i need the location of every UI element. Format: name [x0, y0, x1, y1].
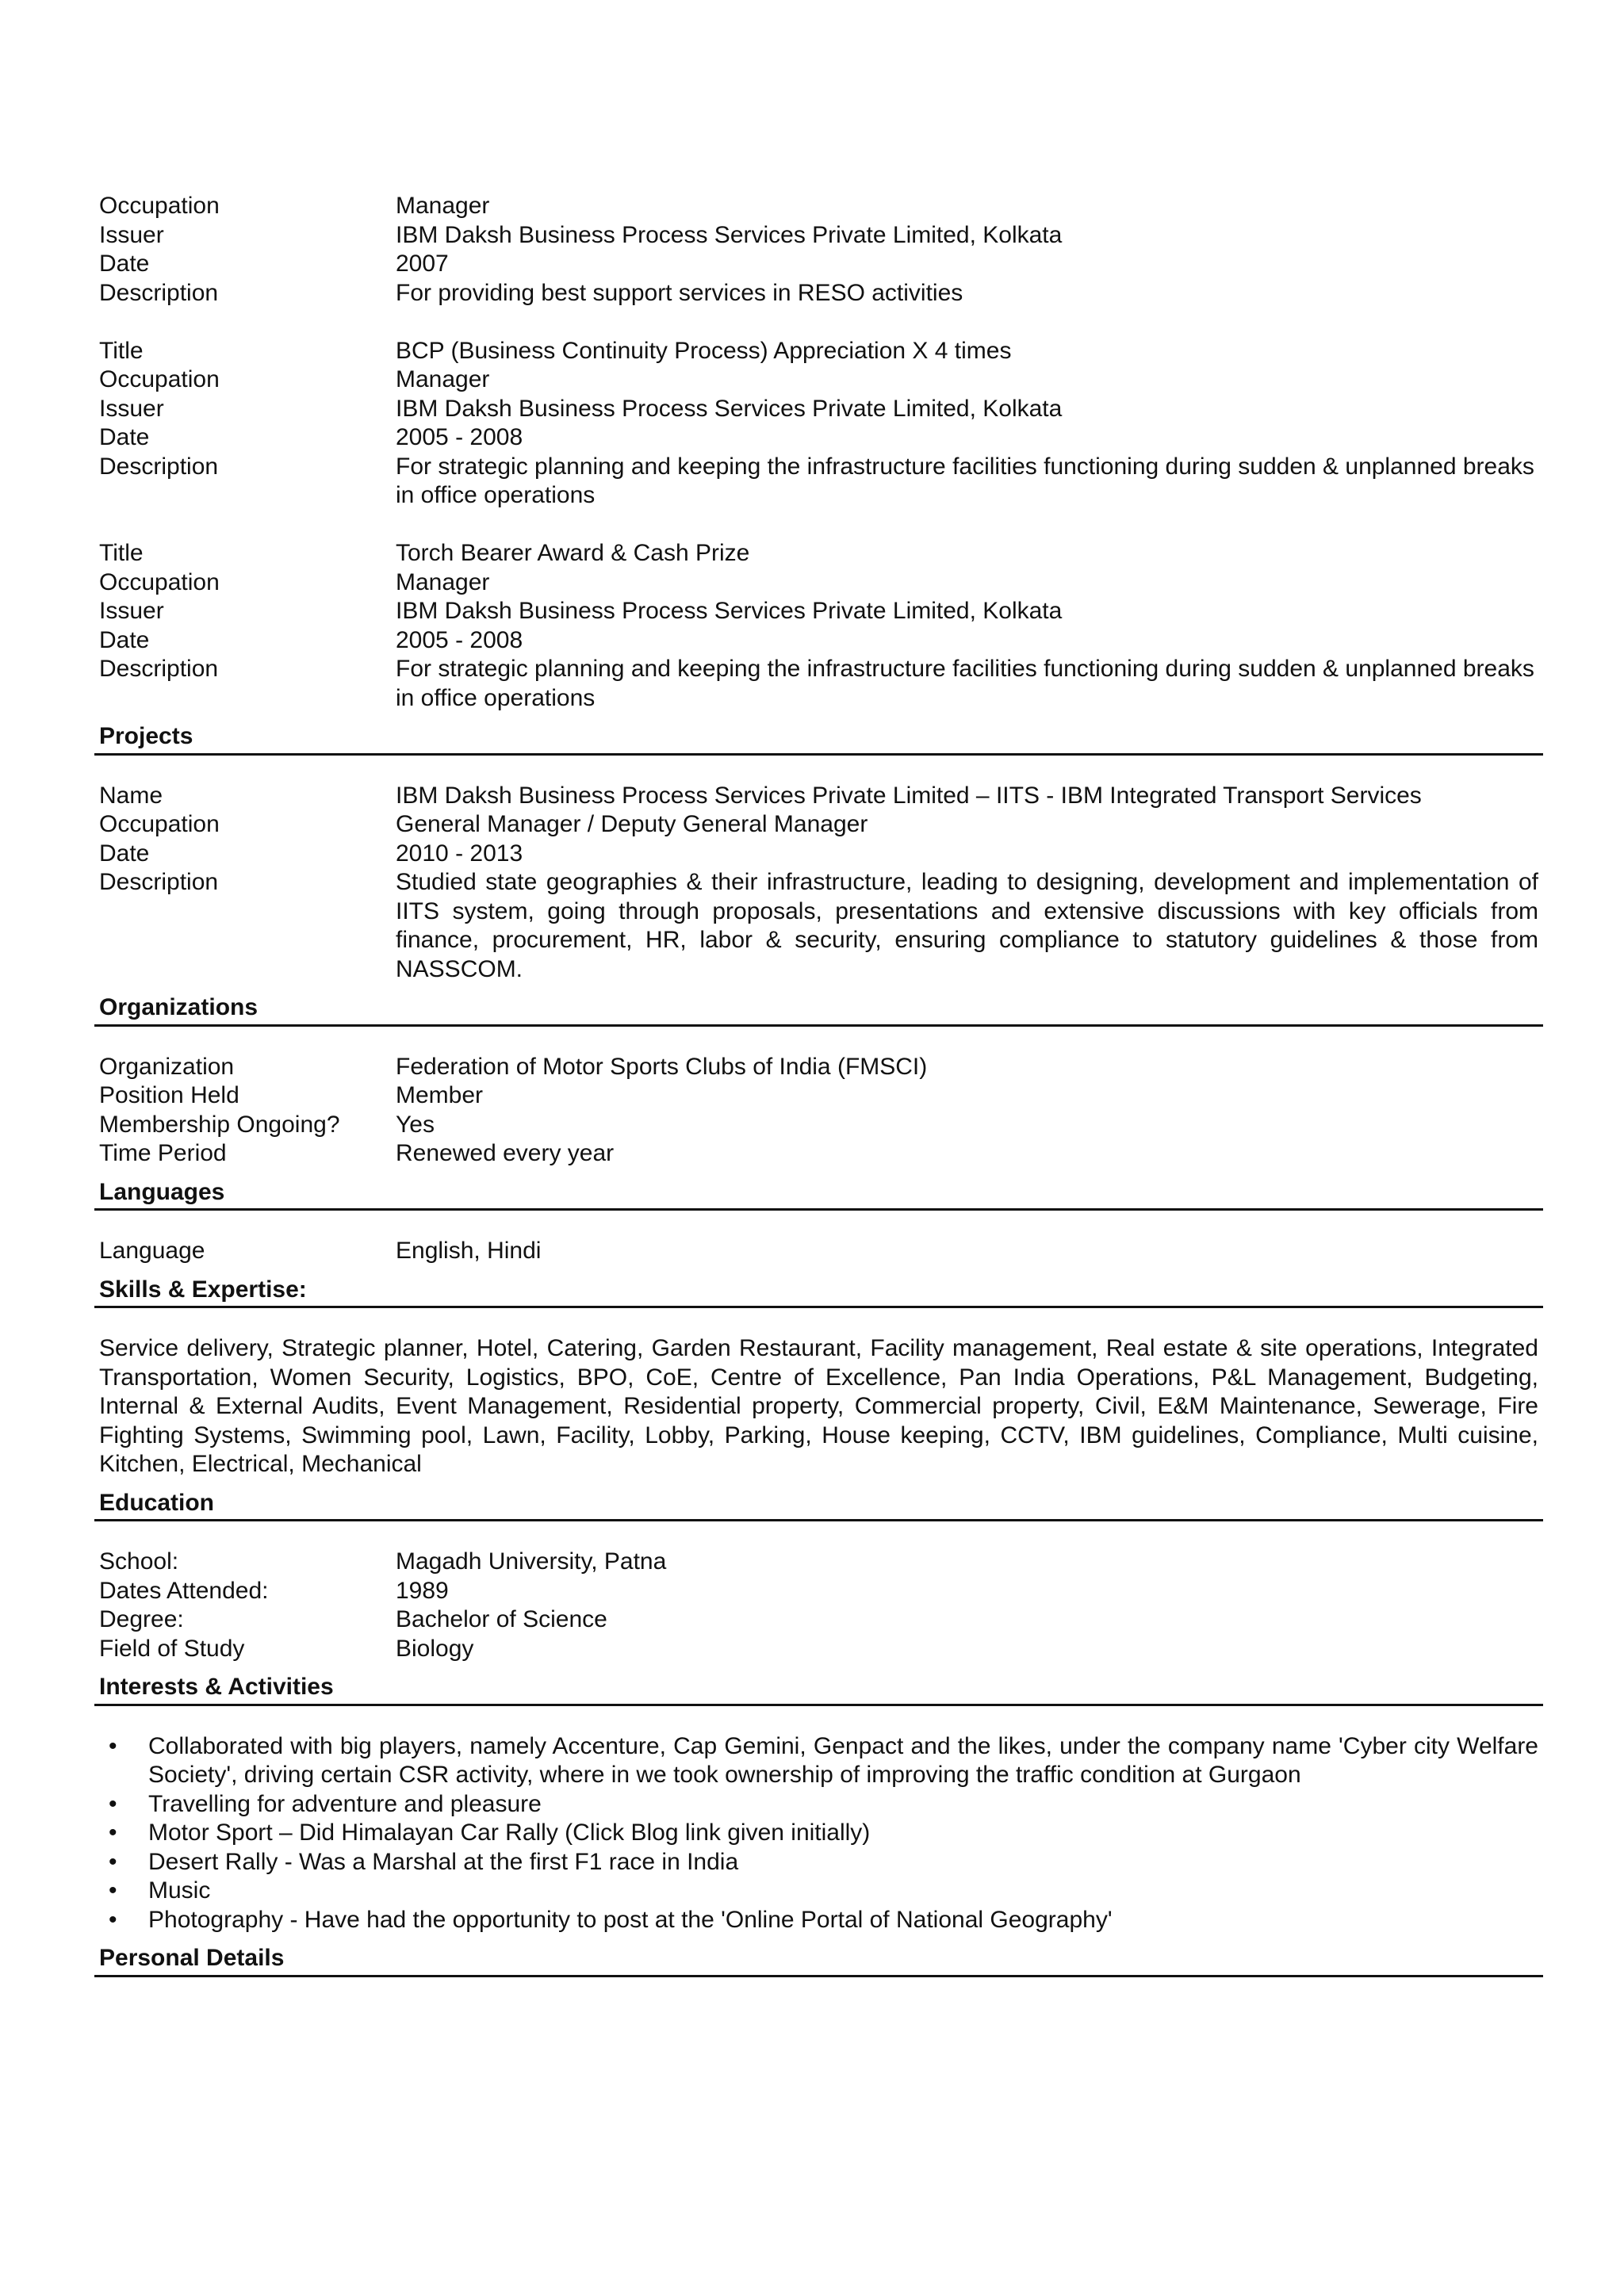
- bullet-icon: •: [109, 1790, 117, 1817]
- education-section: [99, 1548, 1538, 1663]
- field-label: School:: [99, 1548, 179, 1575]
- field-label: Organization: [99, 1053, 235, 1080]
- interests-list: [99, 1732, 1538, 1935]
- field-row: [99, 1111, 1538, 1140]
- section-header-education: Education: [94, 1489, 1543, 1522]
- field-value: IBM Daksh Business Process Services Private Limited, Kolkata: [396, 598, 1063, 624]
- projects-section: [99, 782, 1538, 985]
- field-row: [99, 1081, 1538, 1111]
- field-label: Description: [99, 453, 219, 480]
- field-label: Date: [99, 424, 150, 450]
- spacer: [99, 308, 1538, 337]
- field-row: [99, 655, 1538, 713]
- field-value: 2005 - 2008: [396, 626, 523, 653]
- list-item-text: Motor Sport – Did Himalayan Car Rally (Click Blog link given initially): [148, 1820, 871, 1846]
- bullet-icon: •: [109, 1820, 117, 1846]
- list-item-text: Travelling for adventure and pleasure: [148, 1790, 542, 1817]
- field-value: 2010 - 2013: [396, 840, 523, 867]
- field-label: Title: [99, 540, 144, 566]
- languages-section: [99, 1237, 1538, 1266]
- field-row: [99, 453, 1538, 511]
- field-label: Degree:: [99, 1606, 184, 1632]
- list-item: [99, 1732, 1538, 1790]
- field-label: Language: [99, 1238, 205, 1264]
- field-value: Renewed every year: [396, 1140, 615, 1166]
- field-value: IBM Daksh Business Process Services Private Limited, Kolkata: [396, 221, 1063, 248]
- list-item-text: Music: [148, 1877, 211, 1904]
- field-row: [99, 1605, 1538, 1635]
- field-value: 2005 - 2008: [396, 424, 523, 450]
- field-value: Manager: [396, 366, 490, 392]
- field-label: Date: [99, 626, 150, 653]
- field-row: [99, 868, 1538, 984]
- field-value: 1989: [396, 1577, 449, 1604]
- field-value: BCP (Business Continuity Process) Appreciation X 4 times: [396, 337, 1012, 364]
- list-item: [99, 1848, 1538, 1877]
- field-row: [99, 1053, 1538, 1082]
- field-label: Field of Study: [99, 1635, 245, 1662]
- field-value: Yes: [396, 1111, 435, 1138]
- field-label: Description: [99, 279, 219, 306]
- field-row: [99, 279, 1538, 308]
- field-label: Occupation: [99, 811, 220, 837]
- field-label: Title: [99, 337, 144, 364]
- field-value: Studied state geographies & their infrastructure, leading to designing, development and implementation of IITS system, going through proposals, presentations and extensive discussions with key officials from finance, procurement, HR, labor & security, ensuring compliance to statutory guidelines & those from NASSCOM.: [396, 869, 1538, 982]
- field-row: [99, 1237, 1538, 1266]
- award-entry: [99, 337, 1538, 511]
- list-item: [99, 1906, 1538, 1935]
- field-row: [99, 1635, 1538, 1664]
- field-row: [99, 568, 1538, 598]
- section-header-personal: Personal Details: [94, 1944, 1543, 1977]
- list-item: [99, 1877, 1538, 1906]
- field-value: English, Hindi: [396, 1238, 542, 1264]
- field-label: Issuer: [99, 598, 164, 624]
- section-header-organizations: Organizations: [94, 993, 1543, 1027]
- field-value: For strategic planning and keeping the infrastructure facilities functioning during sudden & unplanned breaks in office operations: [396, 453, 1534, 508]
- bullet-icon: •: [109, 1877, 117, 1904]
- field-value: 2007: [396, 251, 449, 277]
- field-row: [99, 626, 1538, 656]
- bullet-icon: •: [109, 1848, 117, 1875]
- field-value: For providing best support services in RESO activities: [396, 279, 963, 306]
- section-header-languages: Languages: [94, 1178, 1543, 1211]
- field-label: Occupation: [99, 366, 220, 392]
- field-row: [99, 1548, 1538, 1577]
- list-item-text: Photography - Have had the opportunity to post at the 'Online Portal of National Geography': [148, 1906, 1113, 1933]
- field-label: Dates Attended:: [99, 1577, 269, 1604]
- field-label: Issuer: [99, 395, 164, 422]
- section-header-interests: Interests & Activities: [94, 1673, 1543, 1706]
- field-label: Date: [99, 251, 150, 277]
- field-label: Issuer: [99, 221, 164, 248]
- field-value: IBM Daksh Business Process Services Private Limited – IITS - IBM Integrated Transport Services: [396, 782, 1422, 809]
- field-value: Bachelor of Science: [396, 1606, 607, 1632]
- field-row: [99, 423, 1538, 453]
- field-row: [99, 597, 1538, 626]
- field-label: Position Held: [99, 1082, 239, 1108]
- field-row: [99, 395, 1538, 424]
- field-row: [99, 840, 1538, 869]
- field-row: [99, 782, 1538, 811]
- field-value: IBM Daksh Business Process Services Private Limited, Kolkata: [396, 395, 1063, 422]
- field-row: [99, 810, 1538, 840]
- field-value: For strategic planning and keeping the infrastructure facilities functioning during sudden & unplanned breaks in office operations: [396, 656, 1534, 711]
- bullet-icon: •: [109, 1906, 117, 1933]
- list-item: [99, 1819, 1538, 1848]
- field-value: Magadh University, Patna: [396, 1548, 667, 1575]
- field-value: General Manager / Deputy General Manager: [396, 811, 868, 837]
- section-header-projects: Projects: [94, 722, 1543, 756]
- skills-text: Service delivery, Strategic planner, Hotel, Catering, Garden Restaurant, Facility management, Real estate & site operations, Integrated Transportation, Women Security, Logistics, BPO, CoE, Centre of Excellence, Pan India Operations, P&L Management, Budgeting, Internal & External Audits, Event Management, Residential property, Commercial property, Civil, E&M Maintenance, Sewerage, Fire Fighting Systems, Swimming pool, Lawn, Facility, Lobby, Parking, House keeping, CCTV, IBM guidelines, Compliance, Multi cuisine, Kitchen, Electrical, Mechanical: [99, 1335, 1538, 1477]
- list-item: [99, 1790, 1538, 1820]
- field-row: [99, 1577, 1538, 1606]
- field-row: [99, 1139, 1538, 1169]
- field-value: Biology: [396, 1635, 474, 1662]
- field-value: Member: [396, 1082, 484, 1108]
- section-header-skills: Skills & Expertise:: [94, 1276, 1543, 1309]
- field-value: Torch Bearer Award & Cash Prize: [396, 540, 750, 566]
- field-row: [99, 365, 1538, 395]
- field-row: [99, 337, 1538, 366]
- field-row: [99, 192, 1538, 221]
- list-item-text: Collaborated with big players, namely Accenture, Cap Gemini, Genpact and the likes, under the company name 'Cyber city Welfare Society', driving certain CSR activity, where in we took ownership of improving the traffic condition at Gurgaon: [148, 1732, 1538, 1788]
- award-entry: [99, 539, 1538, 713]
- field-label: Description: [99, 656, 219, 682]
- organizations-section: [99, 1053, 1538, 1169]
- field-row: [99, 221, 1538, 251]
- field-value: Federation of Motor Sports Clubs of India (FMSCI): [396, 1053, 928, 1080]
- field-label: Occupation: [99, 568, 220, 595]
- award-entry: [99, 192, 1538, 308]
- spacer: [99, 511, 1538, 540]
- field-label: Time Period: [99, 1140, 227, 1166]
- bullet-icon: •: [109, 1732, 117, 1759]
- field-label: Occupation: [99, 193, 220, 219]
- list-item-text: Desert Rally - Was a Marshal at the first F1 race in India: [148, 1848, 739, 1875]
- field-label: Description: [99, 869, 219, 895]
- field-label: Name: [99, 782, 163, 809]
- field-value: Manager: [396, 193, 490, 219]
- field-label: Date: [99, 840, 150, 867]
- field-value: Manager: [396, 568, 490, 595]
- field-label: Membership Ongoing?: [99, 1111, 340, 1138]
- field-row: [99, 250, 1538, 279]
- field-row: [99, 539, 1538, 568]
